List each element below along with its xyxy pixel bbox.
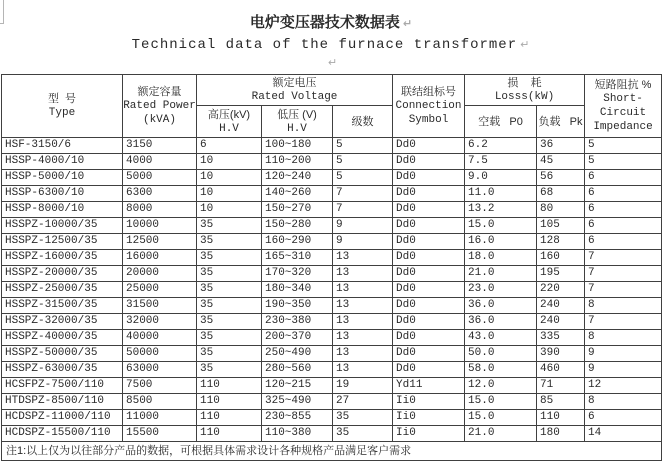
table-cell: 21.0 xyxy=(465,426,537,442)
header-low-voltage xyxy=(262,106,333,138)
table-cell: 36.0 xyxy=(465,314,537,330)
table-cell: 27 xyxy=(333,394,393,410)
header-power-cn: 额定容量 xyxy=(137,86,182,98)
header-voltage-cn: 额定电压 xyxy=(272,77,317,89)
table-cell: 25000 xyxy=(123,282,197,298)
header-loss-cn: 损 耗 xyxy=(507,77,542,89)
table-cell: 13 xyxy=(333,346,393,362)
table-cell: 13 xyxy=(333,298,393,314)
table-cell: 36 xyxy=(537,138,585,154)
table-cell: 68 xyxy=(537,186,585,202)
table-cell: 5 xyxy=(333,170,393,186)
table-cell: HSSPZ-40000/35 xyxy=(2,330,123,346)
table-row xyxy=(2,410,662,426)
paragraph-return-icon: ↵ xyxy=(520,38,531,51)
table-cell: 6 xyxy=(585,170,662,186)
table-row xyxy=(2,138,662,154)
table-cell: HSSPZ-25000/35 xyxy=(2,282,123,298)
header-connection-symbol xyxy=(393,75,465,138)
table-cell: 58.0 xyxy=(465,362,537,378)
table-cell: Dd0 xyxy=(393,282,465,298)
table-cell: 10000 xyxy=(123,218,197,234)
table-cell: 8 xyxy=(585,298,662,314)
header-imp-en2: Circuit xyxy=(599,107,647,119)
table-cell: 325~490 xyxy=(262,394,333,410)
table-cell: 110 xyxy=(197,394,262,410)
table-cell: 80 xyxy=(537,202,585,218)
table-cell: 35 xyxy=(197,362,262,378)
table-cell: HSSP-8000/10 xyxy=(2,202,123,218)
table-cell: 180~340 xyxy=(262,282,333,298)
table-cell: 195 xyxy=(537,266,585,282)
table-cell: Ii0 xyxy=(393,410,465,426)
table-cell: 31500 xyxy=(123,298,197,314)
table-cell: 8 xyxy=(585,330,662,346)
table-cell: 6 xyxy=(585,202,662,218)
table-row xyxy=(2,378,662,394)
header-load-loss xyxy=(537,106,585,138)
table-cell: 5000 xyxy=(123,170,197,186)
document-title-block xyxy=(0,0,662,71)
table-cell: 6 xyxy=(197,138,262,154)
table-cell: 160~290 xyxy=(262,234,333,250)
table-cell: HSSPZ-10000/35 xyxy=(2,218,123,234)
table-row xyxy=(2,346,662,362)
table-cell: 35 xyxy=(197,218,262,234)
title-line-english xyxy=(0,34,662,55)
table-cell: HSSPZ-50000/35 xyxy=(2,346,123,362)
table-cell: 120~240 xyxy=(262,170,333,186)
table-cell: 4000 xyxy=(123,154,197,170)
table-row xyxy=(2,218,662,234)
table-row xyxy=(2,234,662,250)
header-imp-cn: 短路阻抗 % xyxy=(594,79,652,91)
table-cell: 140~260 xyxy=(262,186,333,202)
table-cell: 240 xyxy=(537,298,585,314)
table-cell: 45 xyxy=(537,154,585,170)
table-cell: 13.2 xyxy=(465,202,537,218)
table-cell: 110~200 xyxy=(262,154,333,170)
table-cell: 16.0 xyxy=(465,234,537,250)
table-cell: 11000 xyxy=(123,410,197,426)
table-cell: 170~320 xyxy=(262,266,333,282)
header-power-en: Rated Power xyxy=(123,100,196,112)
table-cell: Dd0 xyxy=(393,346,465,362)
table-cell: Dd0 xyxy=(393,138,465,154)
table-cell: HSSP-6300/10 xyxy=(2,186,123,202)
table-cell: 12 xyxy=(585,378,662,394)
table-cell: 35 xyxy=(197,346,262,362)
table-row xyxy=(2,186,662,202)
header-steps xyxy=(333,106,393,138)
table-cell: Dd0 xyxy=(393,314,465,330)
table-cell: 110 xyxy=(197,426,262,442)
table-cell: 460 xyxy=(537,362,585,378)
header-type-cn: 型 号 xyxy=(47,93,77,105)
table-cell: 8500 xyxy=(123,394,197,410)
table-row xyxy=(2,170,662,186)
table-cell: 220 xyxy=(537,282,585,298)
table-row xyxy=(2,298,662,314)
table-cell: 15500 xyxy=(123,426,197,442)
table-row xyxy=(2,250,662,266)
header-imp-en3: Impedance xyxy=(593,121,653,133)
table-row xyxy=(2,330,662,346)
table-cell: 7.5 xyxy=(465,154,537,170)
header-hv-cn: 高压(kV) xyxy=(207,108,251,121)
table-cell: 128 xyxy=(537,234,585,250)
header-no-load-loss xyxy=(465,106,537,138)
table-cell: HSSPZ-63000/35 xyxy=(2,362,123,378)
header-high-voltage xyxy=(197,106,262,138)
table-cell: 15.0 xyxy=(465,410,537,426)
table-cell: 13 xyxy=(333,362,393,378)
table-cell: 13 xyxy=(333,250,393,266)
table-cell: 32000 xyxy=(123,314,197,330)
table-cell: 6 xyxy=(585,234,662,250)
table-cell: 230~380 xyxy=(262,314,333,330)
table-row xyxy=(2,426,662,442)
header-imp-en1: Short- xyxy=(603,93,643,105)
header-voltage-en: Rated Voltage xyxy=(251,91,338,103)
table-cell: HSSP-4000/10 xyxy=(2,154,123,170)
table-cell: 110 xyxy=(537,410,585,426)
table-cell: 10 xyxy=(197,170,262,186)
header-lv-cn: 低压 (V) xyxy=(277,108,317,121)
header-power-unit: (kVA) xyxy=(142,114,176,126)
table-cell: 13 xyxy=(333,266,393,282)
table-cell: 5 xyxy=(333,138,393,154)
page-title-en: Technical data of the furnace transformer xyxy=(131,37,518,53)
header-loss-en: Losss(kW) xyxy=(494,91,555,103)
table-cell: 8000 xyxy=(123,202,197,218)
empty-paragraph-line xyxy=(0,55,662,71)
header-type-en: Type xyxy=(48,107,76,119)
table-cell: 14 xyxy=(585,426,662,442)
table-cell: 12500 xyxy=(123,234,197,250)
table-cell: 6 xyxy=(585,410,662,426)
table-cell: Dd0 xyxy=(393,250,465,266)
table-cell: 7 xyxy=(585,314,662,330)
page-title-cn: 电炉变压器技术数据表 xyxy=(249,14,400,31)
table-cell: 6300 xyxy=(123,186,197,202)
table-cell: 35 xyxy=(197,282,262,298)
table-cell: 18.0 xyxy=(465,250,537,266)
table-cell: 7 xyxy=(585,250,662,266)
paragraph-return-icon: ↵ xyxy=(402,17,413,30)
table-cell: Dd0 xyxy=(393,298,465,314)
table-cell: 13 xyxy=(333,330,393,346)
table-cell: 9.0 xyxy=(465,170,537,186)
table-cell: 63000 xyxy=(123,362,197,378)
table-cell: 56 xyxy=(537,170,585,186)
header-steps-cn: 级数 xyxy=(351,115,374,128)
table-cell: 7 xyxy=(585,266,662,282)
header-rated-voltage-group xyxy=(197,75,393,106)
table-cell: 180 xyxy=(537,426,585,442)
table-cell: 13 xyxy=(333,314,393,330)
table-cell: Ii0 xyxy=(393,426,465,442)
table-cell: Dd0 xyxy=(393,218,465,234)
table-cell: 7 xyxy=(333,186,393,202)
table-cell: 9 xyxy=(333,218,393,234)
table-cell: 16000 xyxy=(123,250,197,266)
table-cell: 150~270 xyxy=(262,202,333,218)
table-cell: 35 xyxy=(197,314,262,330)
table-cell: 120~215 xyxy=(262,378,333,394)
table-cell: 13 xyxy=(333,282,393,298)
table-cell: HSSPZ-31500/35 xyxy=(2,298,123,314)
table-cell: 35 xyxy=(197,266,262,282)
table-cell: 335 xyxy=(537,330,585,346)
table-cell: 15.0 xyxy=(465,394,537,410)
table-cell: 9 xyxy=(585,362,662,378)
table-cell: Yd11 xyxy=(393,378,465,394)
table-cell: 100~180 xyxy=(262,138,333,154)
table-cell: Ii0 xyxy=(393,394,465,410)
table-cell: 7500 xyxy=(123,378,197,394)
table-cell: Dd0 xyxy=(393,266,465,282)
table-cell: 23.0 xyxy=(465,282,537,298)
table-cell: 40000 xyxy=(123,330,197,346)
table-cell: 110 xyxy=(197,378,262,394)
header-type xyxy=(2,75,123,138)
header-losses-group xyxy=(465,75,585,106)
table-cell: 7 xyxy=(333,202,393,218)
table-cell: 110~380 xyxy=(262,426,333,442)
header-short-circuit-impedance xyxy=(585,75,662,138)
table-cell: 35 xyxy=(197,234,262,250)
transformer-data-table xyxy=(1,74,662,461)
table-cell: 35 xyxy=(197,298,262,314)
table-cell: Dd0 xyxy=(393,154,465,170)
table-cell: 5 xyxy=(585,154,662,170)
table-cell: 7 xyxy=(585,282,662,298)
table-cell: Dd0 xyxy=(393,202,465,218)
table-cell: 10 xyxy=(197,202,262,218)
table-cell: HCDSPZ-11000/110 xyxy=(2,410,123,426)
table-cell: Dd0 xyxy=(393,362,465,378)
table-cell: 21.0 xyxy=(465,266,537,282)
table-cell: HCDSPZ-15500/110 xyxy=(2,426,123,442)
header-hv-en: H.V xyxy=(219,122,239,135)
header-conn-en2: Symbol xyxy=(408,114,449,126)
table-cell: HSF-3150/6 xyxy=(2,138,123,154)
transformer-table-rows xyxy=(2,138,662,442)
table-cell: HTDSPZ-8500/110 xyxy=(2,394,123,410)
table-row xyxy=(2,394,662,410)
footnote-row xyxy=(2,442,662,461)
table-row xyxy=(2,266,662,282)
table-cell: 20000 xyxy=(123,266,197,282)
table-cell: HSSPZ-12500/35 xyxy=(2,234,123,250)
table-cell: HSSPZ-16000/35 xyxy=(2,250,123,266)
table-row xyxy=(2,362,662,378)
table-cell: HSSPZ-32000/35 xyxy=(2,314,123,330)
table-cell: 12.0 xyxy=(465,378,537,394)
table-cell: 165~310 xyxy=(262,250,333,266)
table-cell: 6.2 xyxy=(465,138,537,154)
table-cell: 35 xyxy=(197,250,262,266)
table-cell: HSSP-5000/10 xyxy=(2,170,123,186)
table-cell: 50000 xyxy=(123,346,197,362)
table-cell: 160 xyxy=(537,250,585,266)
table-cell: 43.0 xyxy=(465,330,537,346)
text-boundary-corner-mark xyxy=(0,0,4,24)
table-row xyxy=(2,282,662,298)
table-cell: 230~855 xyxy=(262,410,333,426)
table-cell: 35 xyxy=(333,426,393,442)
table-cell: 85 xyxy=(537,394,585,410)
table-row xyxy=(2,202,662,218)
table-cell: Dd0 xyxy=(393,234,465,250)
table-cell: 9 xyxy=(585,346,662,362)
table-row xyxy=(2,314,662,330)
title-line-chinese xyxy=(0,12,662,34)
table-row xyxy=(2,154,662,170)
table-cell: 5 xyxy=(585,138,662,154)
table-cell: HCSFPZ-7500/110 xyxy=(2,378,123,394)
table-cell: Dd0 xyxy=(393,170,465,186)
table-cell: 8 xyxy=(585,394,662,410)
header-rated-power xyxy=(123,75,197,138)
table-cell: 35 xyxy=(197,330,262,346)
footnote-text: 注1:以上仅为以往部分产品的数据，可根据具体需求设计各种规格产品满足客户需求 xyxy=(2,442,662,461)
table-cell: 105 xyxy=(537,218,585,234)
table-cell: 110 xyxy=(197,410,262,426)
table-cell: 10 xyxy=(197,154,262,170)
table-cell: 3150 xyxy=(123,138,197,154)
table-cell: Dd0 xyxy=(393,330,465,346)
table-cell: HSSPZ-20000/35 xyxy=(2,266,123,282)
table-cell: 280~560 xyxy=(262,362,333,378)
header-lv-en: H.V xyxy=(287,122,307,135)
table-cell: 200~370 xyxy=(262,330,333,346)
table-cell: Dd0 xyxy=(393,186,465,202)
table-cell: 190~350 xyxy=(262,298,333,314)
header-load-label: 负载 Pk xyxy=(538,115,583,128)
table-cell: 390 xyxy=(537,346,585,362)
table-cell: 6 xyxy=(585,218,662,234)
table-cell: 11.0 xyxy=(465,186,537,202)
table-cell: 240 xyxy=(537,314,585,330)
table-header xyxy=(2,75,662,138)
table-cell: 36.0 xyxy=(465,298,537,314)
table-cell: 10 xyxy=(197,186,262,202)
table-cell: 19 xyxy=(333,378,393,394)
table-cell: 9 xyxy=(333,234,393,250)
table-cell: 35 xyxy=(333,410,393,426)
header-noload-label: 空载 P0 xyxy=(478,115,523,128)
table-cell: 150~280 xyxy=(262,218,333,234)
table-cell: 15.0 xyxy=(465,218,537,234)
table-cell: 71 xyxy=(537,378,585,394)
table-cell: 250~490 xyxy=(262,346,333,362)
table-cell: 50.0 xyxy=(465,346,537,362)
header-conn-en1: Connection xyxy=(395,100,462,112)
paragraph-return-icon: ↵ xyxy=(327,56,338,69)
table-cell: 6 xyxy=(585,186,662,202)
table-cell: 5 xyxy=(333,154,393,170)
header-conn-cn: 联结组标号 xyxy=(401,86,457,98)
